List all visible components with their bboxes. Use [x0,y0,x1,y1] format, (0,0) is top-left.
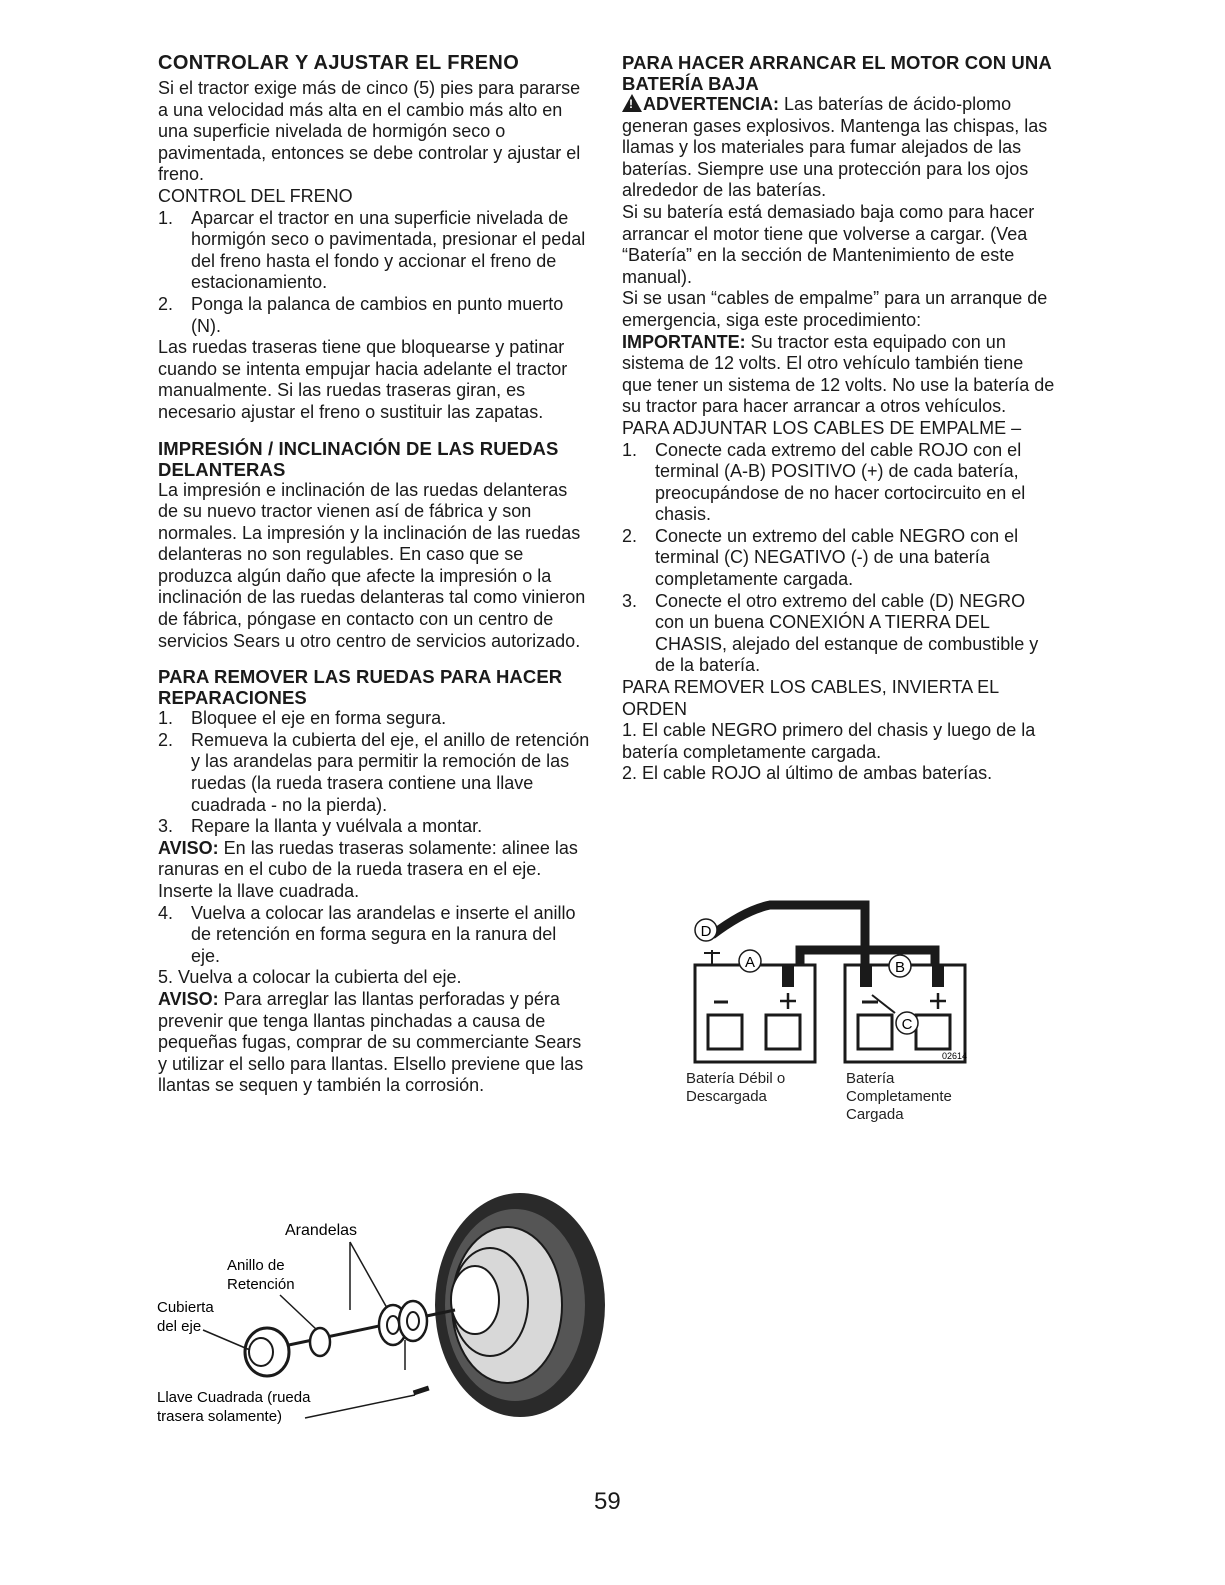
list-item: 3. Repare la llanta y vuélvala a montar. [158,816,483,837]
wheels-notice-2: AVISO: Para arreglar las llantas perforadas y péra prevenir que tenga llantas pinchadas a causa de pequeñas fugas, comprar de su commerciante Sears y utilizar el sello para llantas. Elsello previene que las llantas se sequen y también la corrosión. [158,988,584,1096]
wheels-title: PARA REMOVER LAS RUEDAS PARA HACER REPARACIONES [158,666,563,709]
wheels-step-4 [158,903,590,968]
wheel-removal-diagram [155,1190,615,1440]
brake-intro: Si el tractor exige más de cinco (5) pies para pararse a una velocidad más alta en el cambio más alto en una superficie nivelada de hormigón seco o pavimentada, entonces se debe controlar y ajustar el freno. [158,78,581,185]
label-a: A [744,954,756,971]
wheels-step-5: 5. Vuelva a colocar la cubierta del eje. [158,967,462,988]
attach-steps [622,440,1058,678]
label-anillo-2: Retención [227,1276,295,1293]
square-key [413,1386,430,1396]
left-column [158,52,590,1097]
remove-steps [622,720,1058,785]
jump-start-title: PARA HACER ARRANCAR EL MOTOR CON UNA BATERÍA BAJA [622,52,1052,94]
weak-battery-caption: Batería Débil o Descargada [686,1070,786,1105]
brake-steps [158,208,590,338]
attach-title: PARA ADJUNTAR LOS CABLES DE EMPALME – [622,417,1022,438]
list-item: 1. El cable NEGRO primero del chasis y luego de la batería completamente cargada. [622,720,1036,762]
brake-subtitle: CONTROL DEL FRENO [158,185,353,206]
camber-body: La impresión e inclinación de las ruedas delanteras de su nuevo tractor vienen así de fábrica y son normales. La impresión y la inclinación de las ruedas delanteras no son regulables. En caso que se produzca algún daño que afecte la impresión o la inclinación de las ruedas delanteras tal como vinieron de fábrica, póngase en contacto con un centro de servicios Sears u otro centro de servicios autorizado. [158,479,586,651]
axle-cover [245,1328,289,1376]
label-cubierta-2: del eje [157,1318,202,1335]
label-c: C [901,1016,913,1033]
wheels-steps [158,708,590,838]
label-llave-2: trasera solamente) [157,1408,283,1425]
remove-title: PARA REMOVER LOS CABLES, INVIERTA EL ORDEN [622,677,999,719]
wheels-notice-1: AVISO: En las ruedas traseras solamente: alinee las ranuras en el cubo de la rueda trasera en el eje. Inserte la llave cuadrada. [158,837,578,901]
label-arandelas: Arandelas [285,1222,358,1239]
label-llave-1: Llave Cuadrada (rueda [157,1389,311,1406]
list-item: 2. Remueva la cubierta del eje, el anillo de retención y las arandelas para permitir la remoción de las ruedas (la rueda trasera contiene una llave cuadrada - no la pierda). [158,729,590,815]
label-b: B [894,959,906,976]
brake-after: Las ruedas traseras tiene que bloquearse y patinar cuando se intenta empujar hacia adelante el tractor manualmente. Si las ruedas traseras giran, es necesario ajustar el freno o sustituir las zapatas. [158,337,568,422]
list-item: 2. Ponga la palanca de cambios en punto muerto (N). [158,293,564,336]
page-number: 59 [594,1488,621,1515]
camber-title: IMPRESIÓN / INCLINACIÓN DE LAS RUEDAS DELANTERAS [158,437,559,480]
battery-jump-diagram [690,895,990,1070]
list-item: 1. Aparcar el tractor en una superficie nivelada de hormigón seco o pavimentada, presionar el pedal del freno hasta el fondo y accionar el freno de estacionamiento. [158,207,586,293]
brake-title: CONTROLAR Y AJUSTAR EL FRENO [158,52,520,74]
list-item: 3. Conecte el otro extremo del cable (D) NEGRO con un buena CONEXIÓN A TIERRA DEL CHASIS, alejado del estanque de combustible y de la batería. [622,590,1039,676]
part-number: 02614 [942,1051,968,1061]
label-cubierta-1: Cubierta [157,1299,214,1316]
list-item: 4. Vuelva a colocar las arandelas e inserte el anillo de retención en forma segura en la ranura del eje. [158,902,576,966]
warning-paragraph: !ADVERTENCIA: Las baterías de ácido-plomo generan gases explosivos. Mantenga las chispas, las llamas y los materiales para fumar alejados de las baterías. Siempre use una protección para los ojos alrededor de las baterías. [622,94,1058,202]
washer [399,1301,427,1341]
full-battery-caption: Batería Completamente Cargada [846,1070,952,1123]
list-item: 2. El cable ROJO al último de ambas baterías. [622,763,993,784]
retaining-ring [310,1328,330,1356]
label-d: D [700,923,712,940]
jump-p2: Si se usan “cables de empalme” para un arranque de emergencia, siga este procedimiento: [622,288,1048,330]
list-item: 2. Conecte un extremo del cable NEGRO con el terminal (C) NEGATIVO (-) de una batería completamente cargada. [622,525,1019,590]
warning-icon [622,94,642,112]
right-column [622,52,1058,785]
list-item: 1. Bloquee el eje en forma segura. [158,708,447,729]
jump-p1: Si su batería está demasiado baja como para hacer arrancar el motor tiene que volverse a cargar. (Vea “Batería” en la sección de Mantenimiento de este manual). [622,201,1035,287]
list-item: 1. Conecte cada extremo del cable ROJO con el terminal (A-B) POSITIVO (+) de cada batería, preocupándose de no hacer cortocircuito en el chasis. [622,439,1026,525]
label-anillo-1: Anillo de [227,1257,285,1274]
important-paragraph: IMPORTANTE: Su tractor esta equipado con un sistema de 12 volts. El otro vehículo también tiene que tener un sistema de 12 volts. No use la batería de su tractor para hacer arrancar a otros vehículos. [622,331,1055,417]
